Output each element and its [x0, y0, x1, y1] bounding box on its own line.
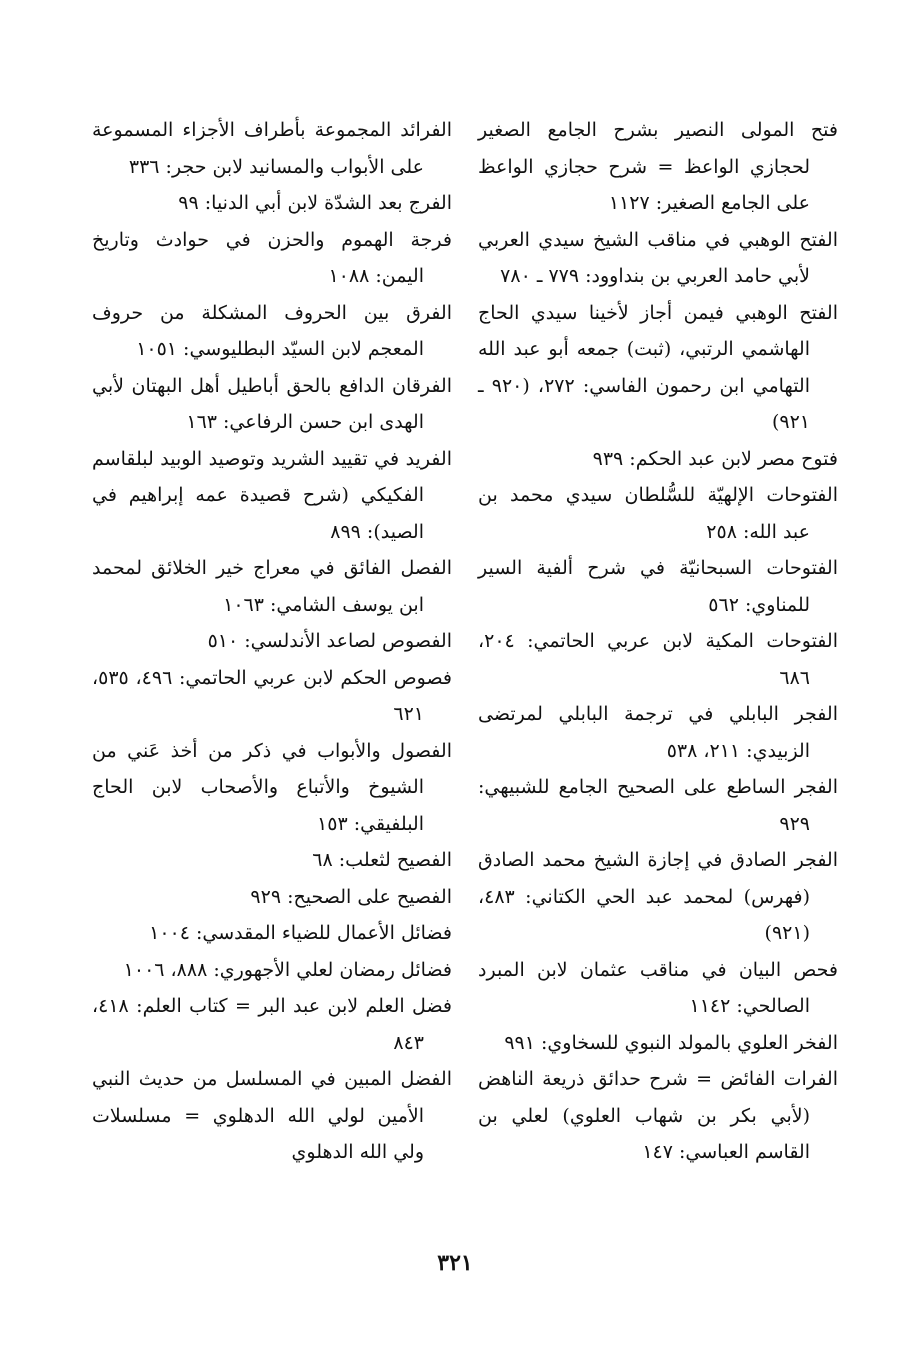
- index-entry: الفرقان الدافع بالحق أباطيل أهل البهتان لأبي الهدى ابن حسن الرفاعي: ١٦٣: [92, 374, 452, 433]
- index-entry: الفخر العلوي بالمولد النبوي للسخاوي: ٩٩١: [504, 1031, 838, 1054]
- index-entry: الفصيح على الصحيح: ٩٢٩: [250, 885, 452, 908]
- index-entry: الفجر البابلي في ترجمة البابلي لمرتضى الزبيدي: ٢١١، ٥٣٨: [478, 703, 838, 762]
- index-entry: الفرج بعد الشدّة لابن أبي الدنيا: ٩٩: [178, 192, 452, 214]
- index-entry: الفرائد المجموعة بأطراف الأجزاء المسموعة على الأبواب والمسانيد لابن حجر: ٣٣٦: [92, 119, 452, 178]
- index-entry: الفتوحات المكية لابن عربي الحاتمي: ٢٠٤، ٦٨٦: [478, 630, 838, 689]
- index-entry: فرجة الهموم والحزن في حوادث وتاريخ اليمن: ١٠٨٨: [92, 228, 452, 287]
- index-entry: الفصيح لثعلب: ٦٨: [312, 849, 452, 871]
- page-number: ٣٢١: [437, 1250, 473, 1276]
- index-entry: الفتوحات الإلهيّة للسُّلطان سيدي محمد بن عبد الله: ٢٥٨: [478, 484, 838, 543]
- index-entry: الفصوص لصاعد الأندلسي: ٥١٠: [207, 630, 452, 652]
- index-entry: الفضل المبين في المسلسل من حديث النبي الأمين لولي الله الدهلوي = مسلسلات ولي الله الدهلوي: [92, 1068, 452, 1163]
- index-column-left: [92, 112, 452, 1171]
- index-entry: فتح المولى النصير بشرح الجامع الصغير لحجازي الواعظ = شرح حجازي الواعظ على الجامع الصغير: ١١٢٧: [478, 119, 838, 214]
- index-entry: الفجر الساطع على الصحيح الجامع للشبيهي: ٩٢٩: [478, 776, 838, 835]
- index-entry: فتوح مصر لابن عبد الحكم: ٩٣٩: [592, 447, 838, 470]
- index-entry: فضائل الأعمال للضياء المقدسي: ١٠٠٤: [149, 922, 452, 944]
- index-entry: الفتوحات السبحانيّة في شرح ألفية السير للمناوي: ٥٦٢: [478, 557, 838, 616]
- index-entry: الفصل الفائق في معراج خير الخلائق لمحمد ابن يوسف الشامي: ١٠٦٣: [92, 557, 452, 616]
- index-entry: فضل العلم لابن عبد البر = كتاب العلم: ٤١٨، ٨٤٣: [92, 995, 452, 1054]
- index-entry: الفجر الصادق في إجازة الشيخ محمد الصادق (فهرس) لمحمد عبد الحي الكتاني: ٤٨٣، (٩٢١): [478, 849, 838, 944]
- index-entry: الفريد في تقييد الشريد وتوصيد الوبيد لبلقاسم الفكيكي (شرح قصيدة عمه إبراهيم في الصيد): ٨٩٩: [92, 447, 452, 543]
- index-entry: الفرات الفائض = شرح حدائق ذريعة الناهض (لأبي بكر بن شهاب العلوي) لعلي بن القاسم العباسي: ١٤٧: [478, 1068, 838, 1163]
- index-entry: فصوص الحكم لابن عربي الحاتمي: ٤٩٦، ٥٣٥، ٦٢١: [92, 666, 453, 725]
- index-entry: فحص البيان في مناقب عثمان لابن المبرد الصالحي: ١١٤٢: [478, 958, 838, 1017]
- index-entry: الفتح الوهبي فيمن أجاز لأخينا سيدي الحاج الهاشمي الرتبي، (ثبت) جمعه أبو عبد الله التهامي ابن رحمون الفاسي: ٢٧٢، (٩٢٠ ـ ٩٢١): [478, 301, 838, 433]
- index-column-right: [478, 112, 838, 1171]
- index-entry: الفرق بين الحروف المشكلة من حروف المعجم لابن السيّد البطليوسي: ١٠٥١: [92, 301, 452, 360]
- index-entry: فضائل رمضان لعلي الأجهوري: ٨٨٨، ١٠٠٦: [123, 958, 452, 981]
- index-entry: الفتح الوهبي في مناقب الشيخ سيدي العربي لأبي حامد العربي بن بنداوود: ٧٧٩ ـ ٧٨٠: [478, 228, 838, 287]
- index-entry: الفصول والأبواب في ذكر من أخذ عَني من الشيوخ والأتباع والأصحاب لابن الحاج البلفيقي: ١٥٣: [92, 739, 452, 835]
